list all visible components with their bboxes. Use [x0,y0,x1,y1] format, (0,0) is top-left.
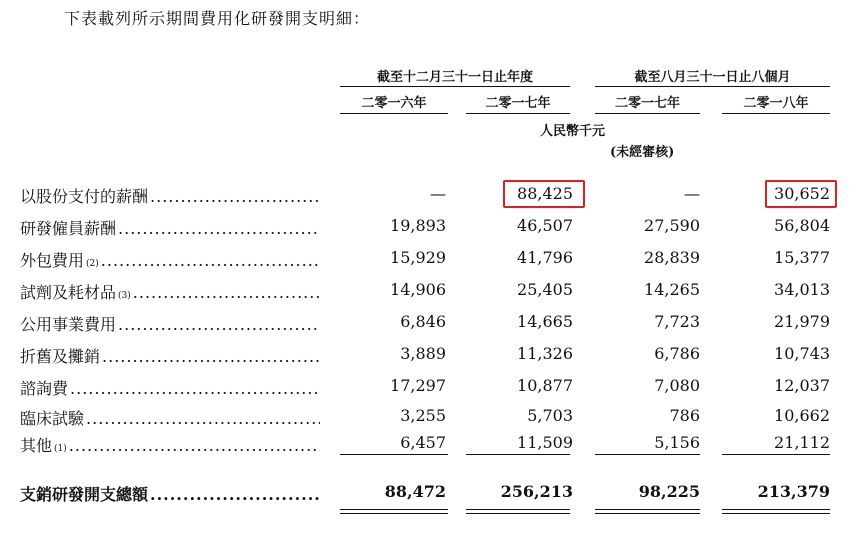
sum-rule-top-c2 [466,454,570,455]
cell-r5-2016: 3,889 [400,344,446,363]
cell-r4-2017-period: 7,723 [654,312,700,331]
cell-r1-2018-period: 56,804 [774,216,830,235]
cell-r7-2017: 5,703 [527,406,573,425]
sum-rule-top-c4 [722,454,830,455]
cell-r5-2017: 11,326 [517,344,573,363]
unaudited-label: (未經審核) [610,145,675,160]
group-rule-year [340,86,570,87]
year-header-2018-period: 二零一八年 [743,96,809,111]
cell-r6-2016: 17,297 [390,376,446,395]
cell-r3-2017: 25,405 [517,280,573,299]
cell-r8-2018-period: 21,112 [774,433,830,452]
row-label-text: 支銷研發開支總額 [20,485,149,504]
row-label-outsourcing-fees [20,248,320,271]
row-label-utilities [20,312,320,335]
cell-r1-2017-period: 27,590 [644,216,700,235]
group-header-year: 截至十二月三十一日止年度 [376,70,533,85]
cell-r1-2017: 46,507 [517,216,573,235]
cell-r2-2016: 15,929 [390,248,446,267]
double-rule-b-c1 [340,513,448,514]
row-label-share-based-compensation [20,184,320,207]
row-label-others [20,433,320,456]
cell-r8-2017-period: 5,156 [654,433,700,452]
row-label-text: 諮詢費 [20,379,69,398]
footnote-marker: (1) [54,444,67,454]
row-label-text: 外包費用 [20,251,85,270]
row-label-text: 以股份支付的薪酬 [20,187,149,206]
cell-r5-2018-period: 10,743 [774,344,830,363]
year-rule-2017-period [595,113,700,114]
cell-r6-2017-period: 7,080 [654,376,700,395]
cell-r4-2017: 14,665 [517,312,573,331]
cell-total-2016: 88,472 [384,482,446,501]
year-header-2017: 二零一七年 [485,96,551,111]
cell-total-2018-period: 213,379 [757,482,830,501]
year-rule-2017 [466,113,570,114]
double-rule-a-c2 [466,509,570,510]
row-label-consulting-fees [20,376,320,399]
intro-text: 下表載列所示期間費用化研發開支明細： [64,9,371,28]
row-label-text: 試劑及耗材品 [20,283,117,302]
sum-rule-top-c3 [595,454,700,455]
group-rule-period [595,86,830,87]
cell-r8-2017: 11,509 [517,433,573,452]
double-rule-b-c2 [466,513,570,514]
year-header-2016: 二零一六年 [361,96,427,111]
year-rule-2016 [340,113,448,114]
double-rule-a-c4 [722,509,830,510]
cell-total-2017-period: 98,225 [638,482,700,501]
double-rule-a-c3 [595,509,700,510]
double-rule-b-c4 [722,513,830,514]
row-label-text: 臨床試驗 [20,409,85,428]
cell-r3-2018-period: 34,013 [774,280,830,299]
cell-r2-2017-period: 28,839 [644,248,700,267]
cell-r0-2017-period: — [684,184,700,203]
row-label-clinical-trials [20,406,320,429]
footnote-marker: (2) [86,259,99,269]
cell-r3-2016: 14,906 [390,280,446,299]
row-label-text: 折舊及攤銷 [20,347,101,366]
cell-r0-2017: 88,425 [517,184,573,203]
row-label-text: 研發僱員薪酬 [20,219,117,238]
group-header-period: 截至八月三十一日止八個月 [634,70,791,85]
row-label-reagents-consumables [20,280,320,303]
cell-r3-2017-period: 14,265 [644,280,700,299]
cell-r2-2017: 41,796 [517,248,573,267]
cell-r1-2016: 19,893 [390,216,446,235]
row-label-rd-staff-salaries [20,216,320,239]
cell-r0-2016: — [430,184,446,203]
row-label-total-rd-expenses [20,482,320,505]
row-label-text: 公用事業費用 [20,315,117,334]
row-label-text: 其他 [20,436,53,455]
cell-r5-2017-period: 6,786 [654,344,700,363]
cell-r7-2018-period: 10,662 [774,406,830,425]
cell-r6-2017: 10,877 [517,376,573,395]
cell-r4-2016: 6,846 [400,312,446,331]
sum-rule-top-c1 [340,454,448,455]
currency-unit-label: 人民幣千元 [540,124,606,139]
cell-r7-2016: 3,255 [400,406,446,425]
row-label-depreciation-amortization [20,344,320,367]
double-rule-b-c3 [595,513,700,514]
cell-r7-2017-period: 786 [669,406,700,425]
cell-r8-2016: 6,457 [400,433,446,452]
footnote-marker: (3) [118,291,131,301]
cell-total-2017: 256,213 [500,482,573,501]
cell-r0-2018-period: 30,652 [774,184,830,203]
double-rule-a-c1 [340,509,448,510]
cell-r4-2018-period: 21,979 [774,312,830,331]
cell-r6-2018-period: 12,037 [774,376,830,395]
cell-r2-2018-period: 15,377 [774,248,830,267]
year-rule-2018-period [722,113,830,114]
year-header-2017-period: 二零一七年 [614,96,680,111]
